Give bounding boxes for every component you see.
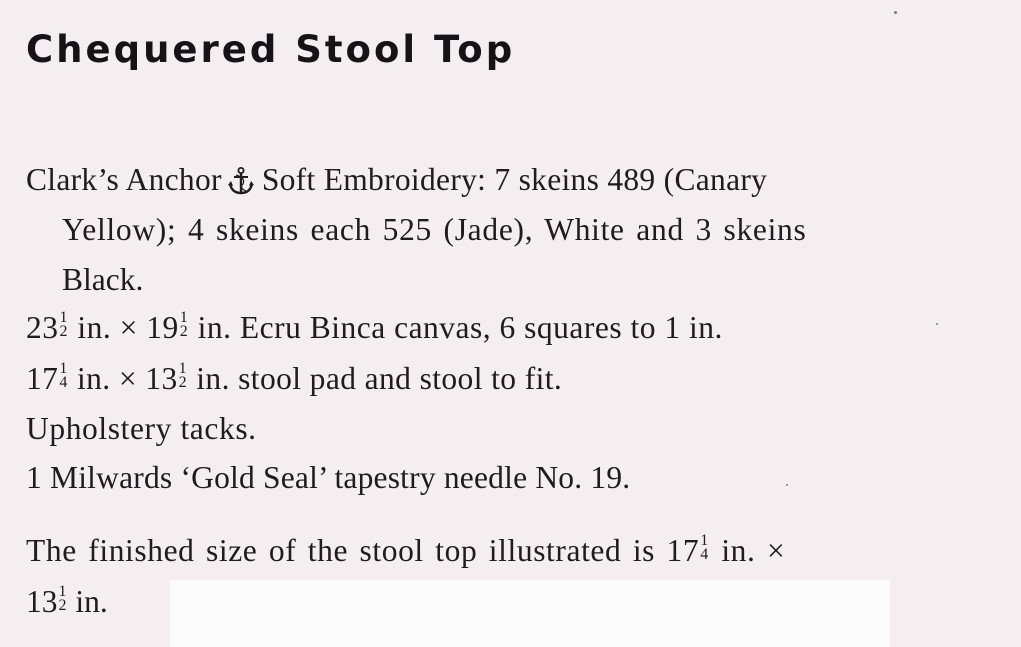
fraction-denominator: 4: [700, 546, 709, 563]
pad-mid: in. × 13: [77, 361, 178, 396]
pad-width-whole: 17: [26, 361, 59, 396]
thread-line-1: [26, 162, 767, 198]
pad-line: [26, 361, 562, 397]
canvas-rest: in. Ecru Binca canvas, 6 squares to 1 in.: [197, 310, 723, 345]
page-title: Chequered Stool Top: [26, 28, 516, 71]
paper-speck: [936, 323, 938, 325]
thread-prefix: Clark’s Anchor: [26, 162, 222, 197]
canvas-width-whole: 23: [26, 310, 59, 345]
finished-after: in. ×: [721, 533, 786, 568]
finished-line-2: [26, 584, 108, 620]
finished-text: The finished size of the stool top illustrated is 17: [26, 533, 700, 568]
fraction-numerator: 1: [178, 360, 187, 377]
paper-patch: [170, 580, 890, 647]
pad-width-fraction: [59, 362, 67, 390]
fraction-numerator: 1: [700, 532, 709, 549]
canvas-line: [26, 310, 723, 346]
paper-speck: [786, 484, 788, 486]
needle-line: 1 Milwards ‘Gold Seal’ tapestry needle No. 19.: [26, 460, 631, 495]
thread-suffix: Soft Embroidery: 7 skeins 489 (Canary: [261, 162, 768, 197]
thread-line-3: Black.: [62, 262, 144, 297]
pad-height-fraction: [179, 362, 187, 390]
canvas-width-fraction: [60, 311, 69, 339]
fraction-numerator: 1: [59, 360, 68, 377]
finished-end: in.: [75, 584, 108, 619]
paper-speck: [894, 11, 897, 14]
fraction-denominator: 2: [179, 323, 189, 340]
finished-height-whole: 13: [26, 584, 58, 619]
fraction-denominator: 4: [59, 374, 68, 391]
fraction-denominator: 2: [58, 597, 67, 614]
fraction-numerator: 1: [58, 583, 67, 600]
finished-width-fraction: [700, 534, 709, 562]
fraction-denominator: 2: [178, 374, 187, 391]
canvas-mid: in. × 19: [77, 310, 179, 345]
fraction-numerator: 1: [179, 309, 189, 326]
thread-line-2: Yellow); 4 skeins each 525 (Jade), White and 3 skeins: [62, 212, 807, 247]
canvas-height-fraction: [180, 311, 189, 339]
fraction-denominator: 2: [59, 323, 68, 340]
finished-line-1: [26, 533, 785, 569]
tacks-line: Upholstery tacks.: [26, 411, 257, 446]
fraction-numerator: 1: [59, 309, 68, 326]
anchor-icon: [226, 166, 256, 196]
pad-rest: in. stool pad and stool to fit.: [196, 361, 563, 396]
finished-height-fraction: [59, 585, 67, 613]
